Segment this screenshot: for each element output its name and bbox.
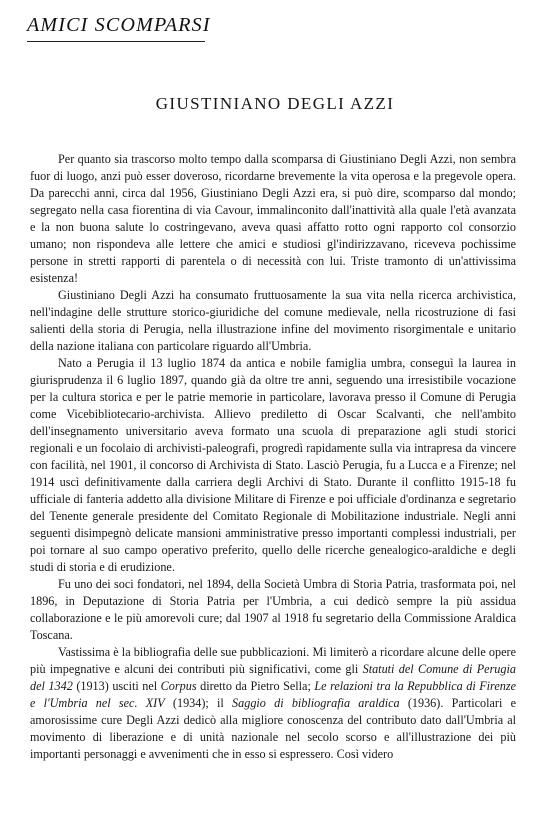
section-heading: AMICI SCOMPARSI bbox=[27, 14, 211, 36]
paragraph: Giustiniano Degli Azzi ha consumato fruttuosamente la sua vita nella ricerca archivistica, nell'indagine delle strutture storico-giuridiche del comune medievale, nella ricostruzione di fasi salienti della storia di Perugia, nella illustrazione infine del movimento risorgimentale e unitario della nazione italiana con particolare riguardo all'Umbria. bbox=[30, 288, 516, 353]
work-title: Saggio di bibliografia araldica bbox=[232, 696, 400, 710]
text-run: (1913) usciti nel bbox=[72, 679, 161, 693]
work-title: Corpus bbox=[160, 679, 197, 693]
paragraph: Fu uno dei soci fondatori, nel 1894, della Società Umbra di Storia Patria, trasformata poi, nel 1896, in Deputazione di Storia Patria per l'Umbria, a cui dedicò sempre la più assidua collaborazione e le più amorevoli cure; dal 1907 al 1918 fu segretario della Commissione Araldica Toscana. bbox=[30, 577, 516, 642]
section-heading-rule bbox=[27, 41, 205, 42]
text-run: diretto da Pietro Sella; bbox=[196, 679, 315, 693]
work-title: Le relazioni tra la Repubblica di Firenze e l'Umbria nel sec. XIV bbox=[30, 679, 517, 710]
paragraph: Per quanto sia trascorso molto tempo dalla scomparsa di Giustiniano Degli Azzi, non sembra fuor di luogo, anzi può esser doveroso, ricordarne brevemente la vita operosa e la pregevole opera. Da parecchi anni, circa dal 1956, Giustiniano Degli Azzi era, si può dire, scomparso dal mondo; segregato nella casa fiorentina di via Cavour, immalinconito dall'inattività alla quale l'età avanzata e la non buona salute lo costringevano, aveva quasi affatto rotto ogni rapporto col consorzio umano; non rispondeva alle lettere che amici e studiosi gl'indirizzavano, riceveva pochissime persone in stretti rapporti di parentela o di necessità con lui. Triste tramonto di un'attivissima esistenza! bbox=[30, 152, 516, 285]
article-title: GIUSTINIANO DEGLI AZZI bbox=[155, 94, 395, 113]
text-run: Vastissima è la bibliografia delle sue pubblicazioni. Mi limiterò a ricordare alcune delle opere più impegnative e alcuni dei contributi più significativi, come gli bbox=[30, 645, 516, 676]
article-body bbox=[30, 151, 516, 763]
work-title: Statuti del Comune di Perugia del 1342 bbox=[30, 662, 516, 693]
text-run: (1936). Particolari e amorosissime cure Degli Azzi dedicò alla migliore conoscenza del contributo dato dall'Umbria al movimento di liberazione e di unità nazionale nel secolo scorso e all'illustrazione dei più importanti personaggi e avvenimenti che in esso si espressero. Così videro bbox=[30, 696, 516, 761]
text-run: (1934); il bbox=[164, 696, 233, 710]
paragraph: Nato a Perugia il 13 luglio 1874 da antica e nobile famiglia umbra, conseguì la laurea in giurisprudenza il 6 luglio 1897, quando già da oltre tre anni, seguendo una irresistibile vocazione per la cultura storica e per le patrie memorie in particolare, lavorava presso il Comune di Perugia come Vicebibliotecario-archivista. Allievo prediletto di Oscar Scalvanti, che nell'ambito dell'insegnamento universitario aveva formato una scuola di preparazione agli studi storici regionali e un focolaio di archivisti-paleografi, progredì rapidamente sulla via intrapresa da vincere con facilità, nel 1901, il concorso di Archivista di Stato. Lasciò Perugia, fu a Lucca e a Firenze; nel 1914 uscì definitivamente dalla carriera degli Archivi di Stato. Durante il conflitto 1915-18 fu ufficiale di fanteria addetto alla divisione Militare di Firenze e poi ufficiale d'ordinanza e segretario del Tenente generale presidente del Comitato Regionale di Mobilitazione industriale. Negli anni seguenti disimpegnò delicate mansioni amministrative presso importanti complessi industriali, per poi tornare al suo campo operativo preferito, quello delle ricerche genealogico-araldiche e degli studi di storia e di erudizione. bbox=[30, 356, 516, 574]
paragraph-bibliography bbox=[30, 644, 516, 763]
